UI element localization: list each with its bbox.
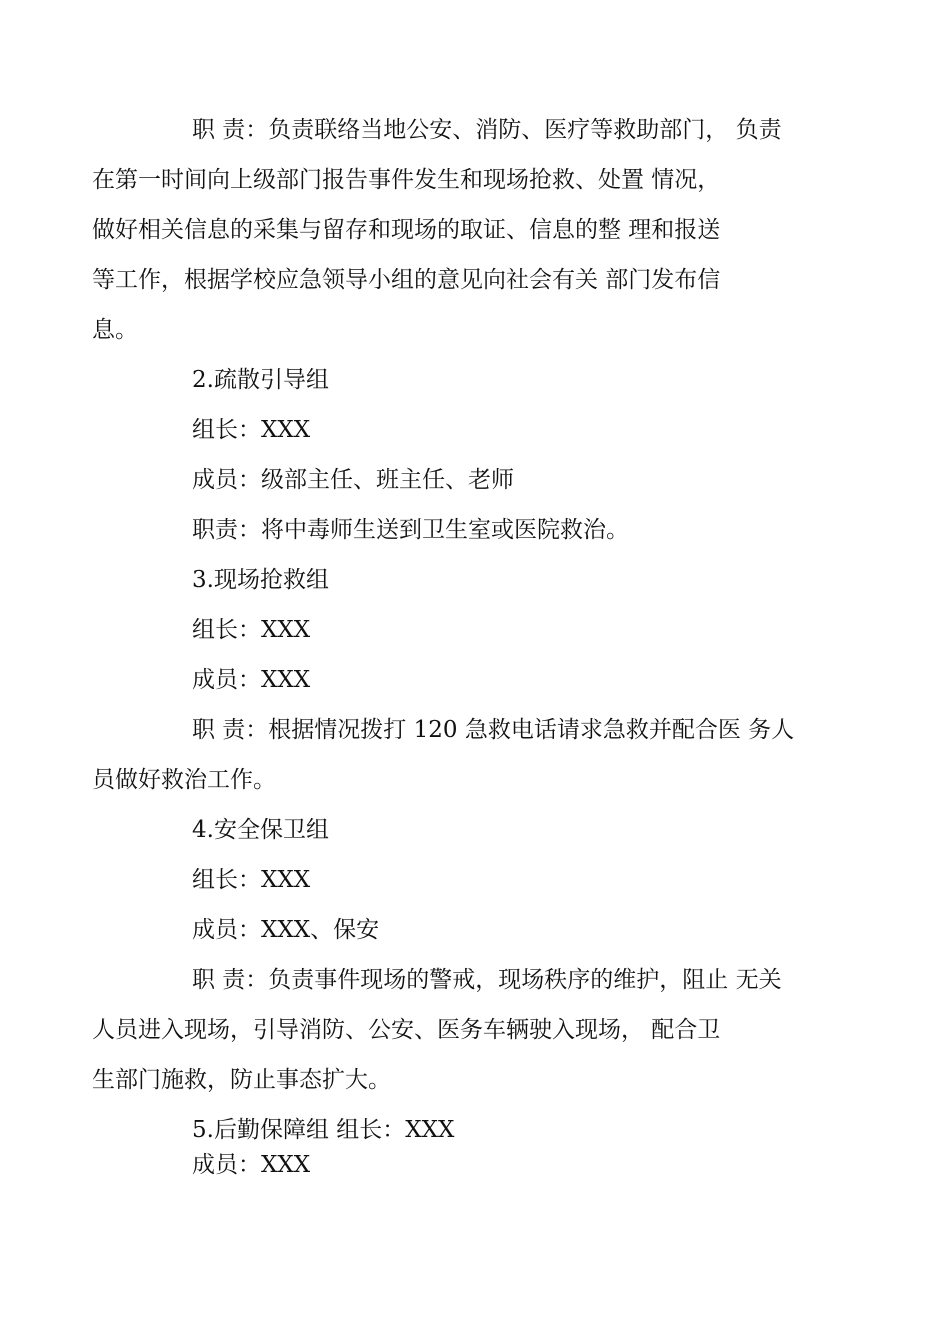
text-line: 4.安全保卫组	[192, 817, 329, 843]
paragraph-duties-security	[92, 955, 832, 1105]
paragraph-members	[142, 655, 832, 705]
paragraph-leader	[142, 605, 832, 655]
text-line: 人员进入现场，引导消防、公安、医务车辆驶入现场， 配合卫	[92, 1017, 721, 1043]
text-line: 生部门施救，防止事态扩大。	[92, 1067, 391, 1093]
text-line: 成员：XXX	[192, 1152, 311, 1178]
text-line: 2.疏散引导组	[192, 367, 329, 393]
heading-security-group	[142, 805, 832, 855]
heading-evacuation-group	[142, 355, 832, 405]
heading-rescue-group	[142, 555, 832, 605]
text-line: 等工作，根据学校应急领导小组的意见向社会有关 部门发布信	[92, 267, 721, 293]
text-line: 在第一时间向上级部门报告事件发生和现场抢救、处置 情况，	[92, 167, 721, 193]
text-line: 职 责：负责联络当地公安、消防、医疗等救助部门， 负责	[192, 117, 782, 143]
paragraph-members	[142, 905, 832, 955]
text-line: 息。	[92, 317, 138, 343]
paragraph-duties-rescue	[92, 705, 832, 805]
text-line: 做好相关信息的采集与留存和现场的取证、信息的整 理和报送	[92, 217, 721, 243]
text-line: 职 责：负责事件现场的警戒，现场秩序的维护，阻止 无关	[192, 967, 782, 993]
paragraph-members	[142, 455, 832, 505]
text-line: 职 责：根据情况拨打 120 急救电话请求急救并配合医 务人	[192, 717, 795, 743]
paragraph-duties-evacuation	[142, 505, 832, 555]
paragraph-leader	[142, 405, 832, 455]
text-line: 3.现场抢救组	[192, 567, 329, 593]
paragraph-duties-liaison	[92, 105, 832, 355]
text-line: 员做好救治工作。	[92, 767, 276, 793]
text-line: 成员：XXX、保安	[192, 917, 380, 943]
text-line: 组长：XXX	[192, 417, 311, 443]
text-line: 职责：将中毒师生送到卫生室或医院救治。	[192, 517, 629, 543]
text-line: 组长：XXX	[192, 617, 311, 643]
text-line: 成员：级部主任、班主任、老师	[192, 467, 514, 493]
paragraph-leader	[142, 855, 832, 905]
text-line: 5.后勤保障组 组长：XXX	[192, 1117, 455, 1143]
paragraph-members	[142, 1140, 832, 1190]
text-line: 组长：XXX	[192, 867, 311, 893]
text-line: 成员：XXX	[192, 667, 311, 693]
